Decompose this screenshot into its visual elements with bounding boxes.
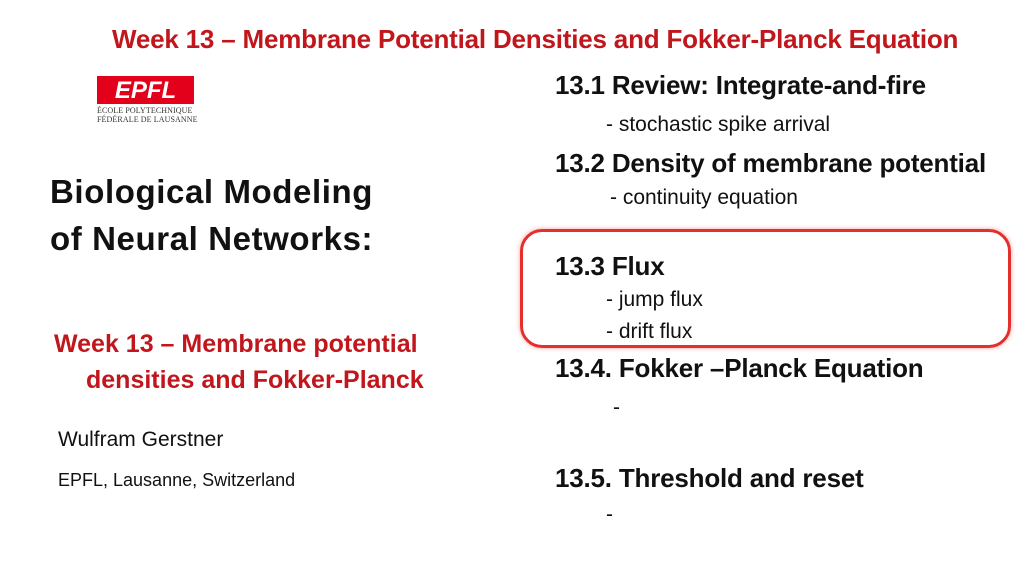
section-13-4-title: 13.4. Fokker –Planck Equation (555, 353, 924, 383)
section-13-4-item: - (613, 396, 620, 419)
week-subtitle (54, 326, 424, 398)
section-13-2-title: 13.2 Density of membrane potential (555, 148, 986, 178)
section-13-3-item-1: - jump flux (606, 288, 703, 311)
course-title (50, 168, 373, 262)
section-13-3-item-2: - drift flux (606, 320, 693, 343)
logo-line-1: ÉCOLE POLYTECHNIQUE (97, 106, 193, 115)
logo-line-2: FÉDÉRALE DE LAUSANNE (97, 115, 198, 124)
lecture-title: Week 13 – Membrane Potential Densities and Fokker-Planck Equation (112, 24, 959, 54)
week-subtitle-line2: densities and Fokker-Planck (86, 366, 424, 394)
week-subtitle-line1: Week 13 – Membrane potential (54, 330, 418, 358)
author-affiliation: EPFL, Lausanne, Switzerland (58, 470, 296, 490)
epfl-logo-mark (97, 76, 194, 104)
epfl-logo-text: EPFL (114, 77, 177, 104)
section-13-3-title: 13.3 Flux (555, 251, 665, 281)
section-13-2-item: - continuity equation (610, 186, 798, 209)
section-13-5-title: 13.5. Threshold and reset (555, 463, 864, 493)
section-13-1-title: 13.1 Review: Integrate-and-fire (555, 70, 926, 100)
course-title-line1: Biological Modeling (50, 173, 374, 210)
section-13-1-item: - stochastic spike arrival (606, 113, 831, 136)
epfl-logo (97, 76, 197, 124)
highlight-box (520, 229, 1011, 348)
author-name: Wulfram Gerstner (58, 428, 224, 451)
section-13-5-item: - (606, 503, 613, 526)
course-title-line2: of Neural Networks: (50, 220, 374, 257)
